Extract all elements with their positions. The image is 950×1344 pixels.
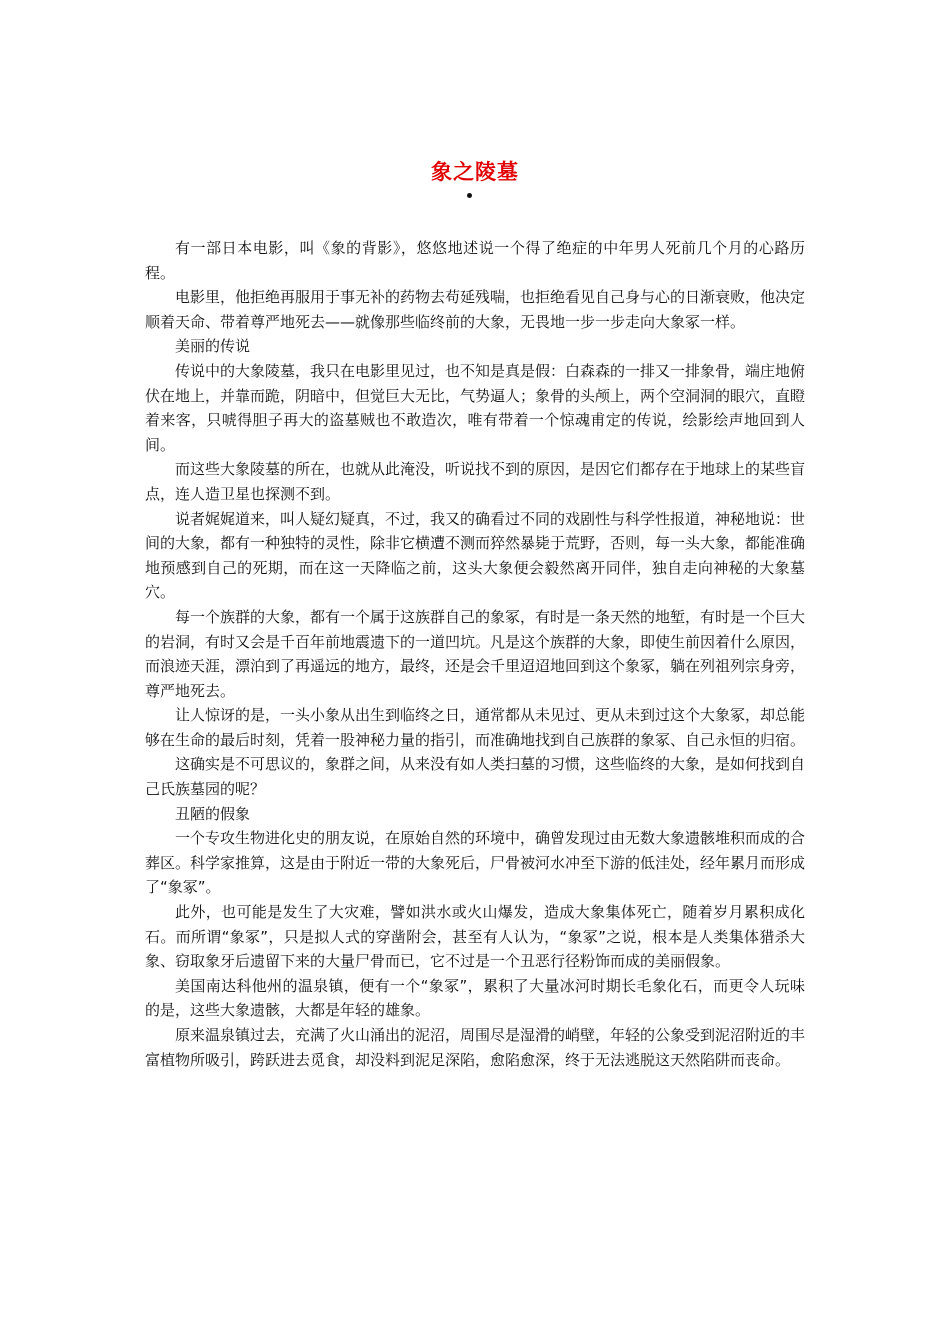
paragraph: 一个专攻生物进化史的朋友说，在原始自然的环境中，确曾发现过由无数大象遗骸堆积而成的合葬区。科学家推算，这是由于附近一带的大象死后，尸骨被河水冲至下游的低洼处，经年累月而形成了“象冢”。 xyxy=(145,829,806,897)
section-heading: 美丽的传说 xyxy=(175,337,251,356)
paragraph: 这确实是不可思议的，象群之间，从来没有如人类扫墓的习惯，这些临终的大象，是如何找到自己氏族墓园的呢？ xyxy=(145,755,806,799)
paragraph: 而这些大象陵墓的所在，也就从此淹没，听说找不到的原因，是因它们都存在于地球上的某些盲点，连人造卫星也探测不到。 xyxy=(145,460,806,503)
bullet-dot xyxy=(467,193,472,198)
paragraph: 美国南达科他州的温泉镇，便有一个“象冢”，累积了大量冰河时期长毛象化石，而更令人玩味的是，这些大象遗骸，大都是年轻的雄象。 xyxy=(145,976,805,1020)
paragraph: 每一个族群的大象，都有一个属于这族群自己的象冢，有时是一条天然的地堑，有时是一个巨大的岩洞，有时又会是千百年前地震遗下的一道凹坑。凡是这个族群的大象，即使生前因着什么原因，而浪迹天涯，漂泊到了再遥远的地方，最终，还是会千里迢迢地回到这个象冢，躺在列祖列宗身旁，尊严地死去。 xyxy=(145,607,806,700)
paragraph: 说者娓娓道来，叫人疑幻疑真，不过，我又的确看过不同的戏剧性与科学性报道，神秘地说：世间的大象，都有一种独特的灵性，除非它横遭不测而猝然暴毙于荒野，否则，每一头大象，都能准确地预感到自己的死期，而在这一天降临之前，这头大象便会毅然离开同伴，独自走向神秘的大象墓穴。 xyxy=(145,509,806,602)
document-title: 象之陵墓 xyxy=(431,160,519,184)
paragraph: 电影里，他拒绝再服用于事无补的药物去苟延残喘，也拒绝看见自己身与心的日渐衰败，他决定顺着天命、带着尊严地死去——就像那些临终前的大象，无畏地一步一步走向大象冢一样。 xyxy=(145,288,806,331)
paragraph: 传说中的大象陵墓，我只在电影里见过，也不知是真是假：白森森的一排又一排象骨，端庄地俯伏在地上，并靠而跪，阴暗中，但觉巨大无比，气势逼人；象骨的头颅上，两个空洞洞的眼穴，直瞪着来客，只唬得胆子再大的盗墓贼也不敢造次，唯有带着一个惊魂甫定的传说，绘影绘声地回到人间。 xyxy=(145,361,806,454)
paragraph: 有一部日本电影，叫《象的背影》，悠悠地述说一个得了绝症的中年男人死前几个月的心路历程。 xyxy=(145,239,805,282)
paragraph: 原来温泉镇过去，充满了火山涌出的泥沼，周围尽是湿滑的峭壁，年轻的公象受到泥沼附近的丰富植物所吸引，跨跃进去觅食，却没料到泥足深陷，愈陷愈深，终于无法逃脱这天然陷阱而丧命。 xyxy=(145,1026,806,1069)
document-body xyxy=(145,236,805,1072)
paragraph: 让人惊讶的是，一头小象从出生到临终之日，通常都从未见过、更从未到过这个大象冢，却总能够在生命的最后时刻，凭着一股神秘力量的指引，而准确地找到自己族群的象冢、自己永恒的归宿。 xyxy=(145,706,806,749)
paragraph: 此外，也可能是发生了大灾难，譬如洪水或火山爆发，造成大象集体死亡，随着岁月累积成化石。而所谓“象冢”，只是拟人式的穿凿附会，甚至有人认为，“象冢”之说，根本是人类集体猎杀大象、窃取象牙后遗留下来的大量尸骨而已，它不过是一个丑恶行径粉饰而成的美丽假象。 xyxy=(145,903,805,971)
section-heading: 丑陋的假象 xyxy=(175,804,251,823)
